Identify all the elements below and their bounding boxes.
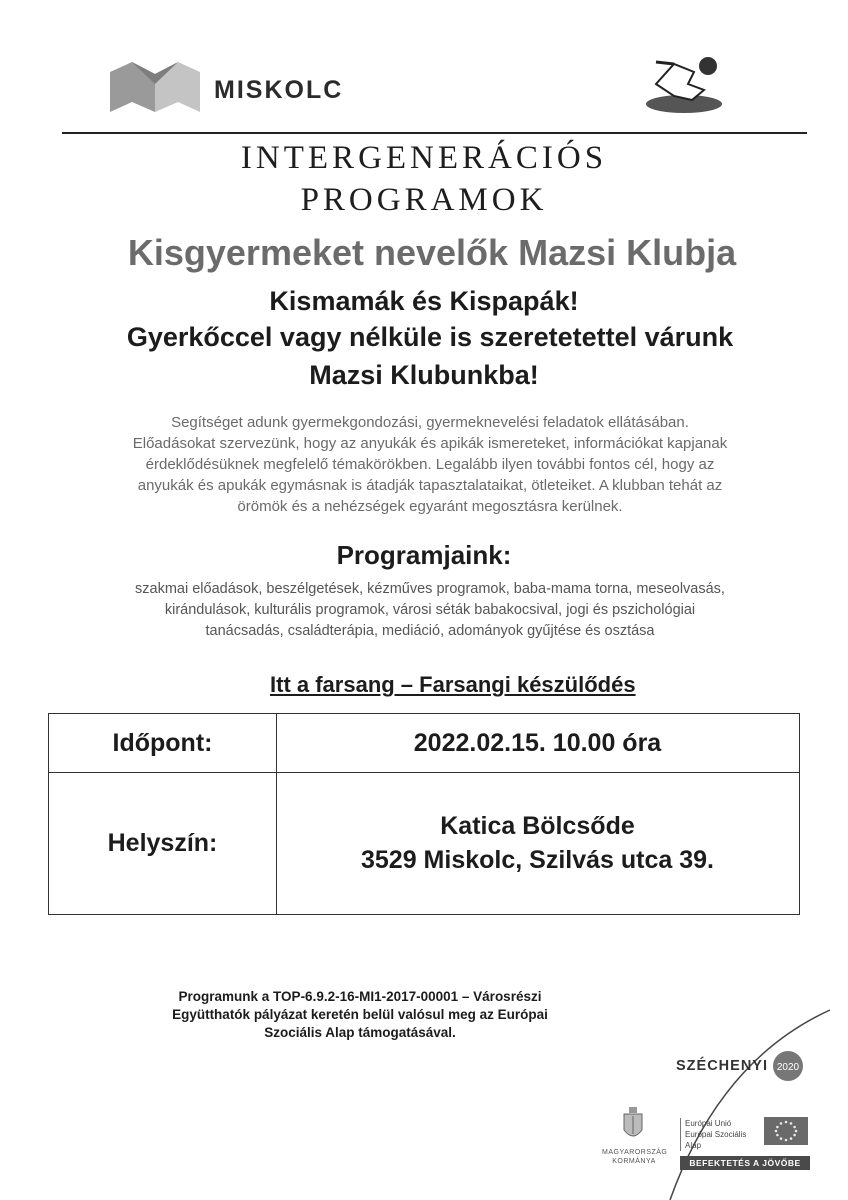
hu-gov-line: MAGYARORSZÁG xyxy=(602,1149,668,1156)
program-title-line1: INTERGENERÁCIÓS xyxy=(240,140,608,176)
eu-line: Európai Unió xyxy=(685,1119,732,1128)
programs-list xyxy=(60,579,800,642)
programs-heading: Programjaink: xyxy=(336,540,512,570)
eu-slogan: BEFEKTETÉS A JÖVŐBE xyxy=(680,1156,810,1170)
place-value xyxy=(276,772,799,914)
greeting-line2: Gyerkőccel vagy nélküle is szeretetettel várunk xyxy=(126,322,734,352)
event-info-table xyxy=(48,713,800,915)
programs-line: tanácsadás, családterápia, mediáció, adományok gyűjtése és osztása xyxy=(205,623,655,639)
club-name: Kisgyermeket nevelők Mazsi Klubja xyxy=(127,232,737,273)
place-label: Helyszín: xyxy=(107,828,218,857)
eu-flag-icon xyxy=(764,1117,808,1145)
programs-line: kirándulások, kulturális programok, városi séták babakocsival, jogi és pszichológiai xyxy=(164,602,696,618)
szechenyi-logo-text: SZÉCHENYI xyxy=(676,1058,768,1074)
eu-line: Alap xyxy=(685,1141,702,1150)
time-value: 2022.02.15. 10.00 óra xyxy=(413,728,662,757)
greeting-line3: Mazsi Klubunkba! xyxy=(309,360,539,390)
funding-note xyxy=(60,988,660,1042)
intro-line: Előadásokat szervezünk, hogy az anyukák és apikák ismereteket, információkat kapjanak xyxy=(132,435,728,452)
logo-text: MISKOLC xyxy=(214,76,344,104)
funding-line: Programunk a TOP-6.9.2-16-MI1-2017-00001 – Városrészi xyxy=(178,989,542,1004)
hungarian-crest-icon xyxy=(620,1104,646,1144)
eu-line: Európai Szociális xyxy=(685,1130,747,1139)
decorative-curve xyxy=(600,1000,848,1200)
intro-line: érdeklődésüknek megfelelő témakörökben. Legalább ilyen további fontos cél, hogy az xyxy=(145,456,715,473)
hu-gov-line: KORMÁNYA xyxy=(612,1158,656,1165)
place-address: 3529 Miskolc, Szilvás utca 39. xyxy=(361,846,714,874)
intro-line: Segítséget adunk gyermekgondozási, gyermeknevelési feladatok ellátásában. xyxy=(171,414,689,431)
funding-line: Szociális Alap támogatásával. xyxy=(264,1025,456,1040)
event-title: Itt a farsang – Farsangi készülődés xyxy=(270,672,636,697)
miskolc-logo-icon xyxy=(110,62,200,112)
svg-text:2020: 2020 xyxy=(776,1062,800,1073)
hungarian-government-logo xyxy=(602,1148,666,1166)
funding-line: Együtthatók pályázat keretén belül valósul meg az Európai xyxy=(172,1007,548,1022)
snowboarder-icon xyxy=(644,54,726,116)
eu-logo-text xyxy=(680,1118,746,1151)
place-name: Katica Bölcsőde xyxy=(440,812,635,840)
programs-line: szakmai előadások, beszélgetések, kézműves programok, baba-mama torna, meseolvasás, xyxy=(135,581,725,597)
intro-line: anyukák és apukák egymásnak is átadják tapasztalataikat, ötleteiket. A klubban tehát az xyxy=(137,477,723,494)
szechenyi-2020-badge-icon xyxy=(772,1050,804,1082)
program-title-line2: PROGRAMOK xyxy=(300,182,548,218)
intro-paragraph xyxy=(80,412,780,517)
header-rule xyxy=(62,132,807,134)
intro-line: örömök és a nehézségek egyaránt megosztásra kerülnek. xyxy=(237,498,623,515)
time-label: Időpont: xyxy=(112,728,213,757)
greeting-line1: Kismamák és Kispapák! xyxy=(269,286,579,316)
